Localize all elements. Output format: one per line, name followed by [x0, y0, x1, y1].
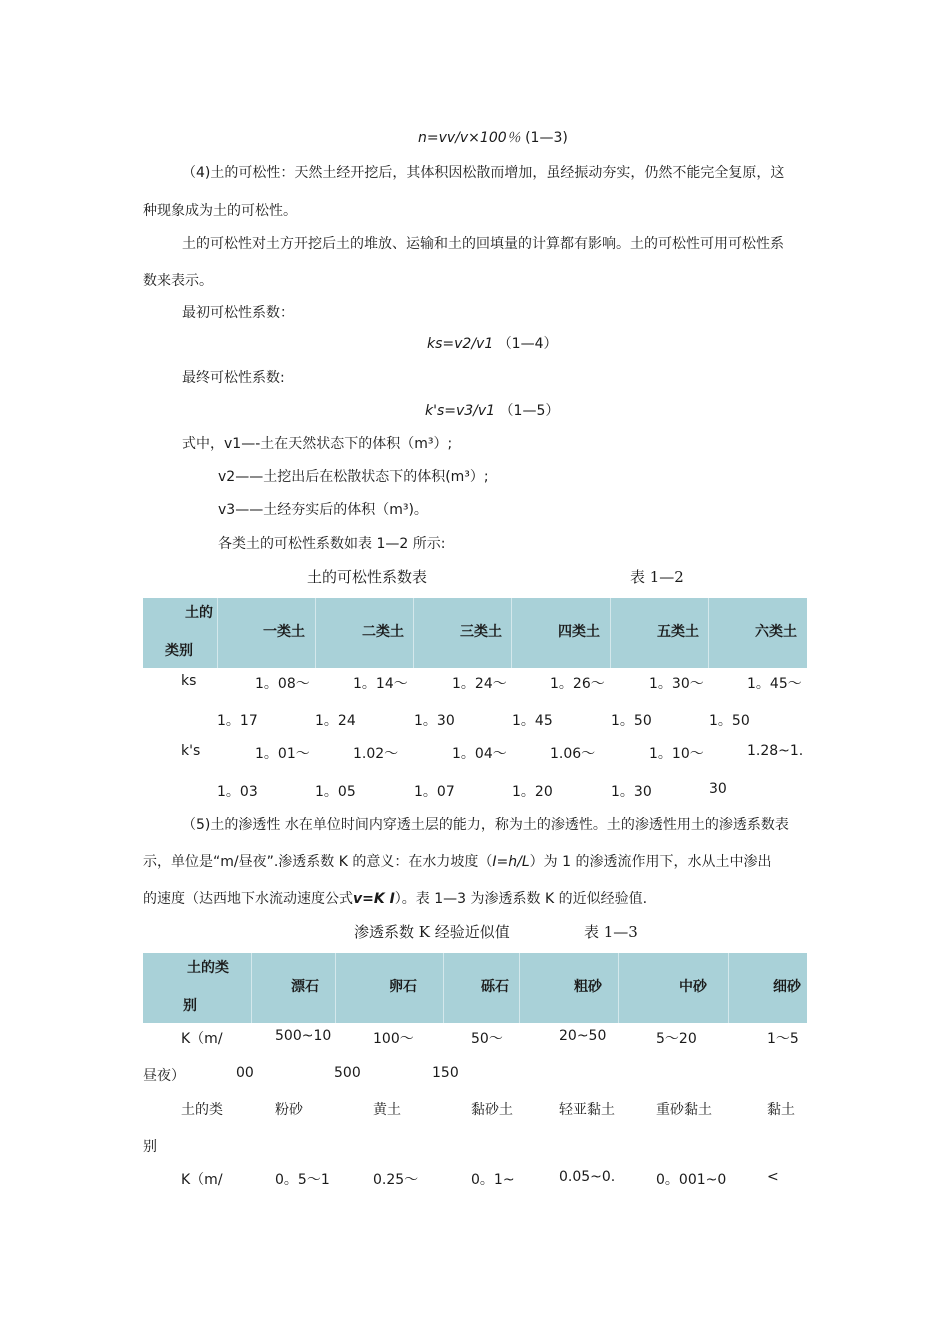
table-2-header-label-1: 土的类	[187, 960, 229, 976]
table-2-k2-value-1: 0。5～1	[275, 1172, 330, 1188]
table-1-kps-top-4: 1.06～	[550, 746, 596, 762]
darcy-formula: v=K I	[353, 891, 395, 907]
table-1-kps-top-5: 1。10～	[649, 746, 704, 762]
formula-1-4-number: （1—4）	[497, 336, 558, 352]
table-2-title: 渗透系数 K 经验近似值	[354, 923, 510, 941]
definition-v3: v3——土经夯实后的体积（m³)。	[218, 502, 428, 518]
formula-1-5-expr: k's=v3/v1	[425, 403, 496, 419]
table-1-col-1: 一类土	[263, 624, 305, 640]
para-5-line-1: （5)土的渗透性 水在单位时间内穿透土层的能力，称为土的渗透性。土的渗透性用土的渗透系数表	[182, 817, 789, 833]
table-1-ks-bottom-6: 1。50	[709, 713, 750, 729]
para-5-line-3	[143, 888, 647, 908]
table-1-ks-bottom-2: 1。24	[315, 713, 356, 729]
formula-1-5	[425, 400, 559, 420]
table-1-col-6: 六类土	[755, 624, 797, 640]
para-effect-line-2: 数来表示。	[143, 273, 213, 289]
final-coefficient-label: 最终可松性系数:	[182, 370, 285, 386]
definition-v1: 式中，v1—-土在天然状态下的体积（m³）;	[182, 436, 453, 452]
table-2-col-6: 细砂	[773, 979, 801, 995]
table-2-col-3: 砾石	[481, 979, 509, 995]
table-1-col-5: 五类土	[657, 624, 699, 640]
table-1-kps-bottom-6: 30	[709, 781, 727, 797]
table-2-row2-col-1: 粉砂	[275, 1102, 303, 1118]
table-2-k2-value-2: 0.25～	[373, 1172, 419, 1188]
table-1-kps-bottom-4: 1。20	[512, 784, 553, 800]
table-1-kps-bottom-1: 1。03	[217, 784, 258, 800]
table-1-col-2: 二类土	[362, 624, 404, 640]
para-5-line-2	[143, 851, 771, 871]
table-1-ks-bottom-1: 1。17	[217, 713, 258, 729]
table-2-col-4: 粗砂	[574, 979, 602, 995]
table-2-k-top-6: 1～5	[767, 1031, 799, 1047]
table-1-ks-top-3: 1。24～	[452, 676, 507, 692]
table-1-header-label-2: 类别	[165, 643, 193, 659]
table-1-ks-bottom-3: 1。30	[414, 713, 455, 729]
formula-1-3-expr: n=vv/v×100％	[418, 130, 521, 146]
table-2-row2-label-2: 别	[143, 1139, 157, 1155]
table-1-col-4: 四类土	[558, 624, 600, 640]
para-5-line-2-start: 示，单位是“m/昼夜”.渗透系数 K 的意义：在水力坡度（	[143, 854, 493, 870]
table-2-col-1: 漂石	[291, 979, 319, 995]
table-1-header-label-1: 土的	[185, 605, 213, 621]
formula-1-3	[418, 127, 568, 147]
para-4-line-1: （4)土的可松性：天然土经开挖后，其体积因松散而增加，虽经振动夯实，仍然不能完全复原，这	[182, 165, 785, 181]
formula-1-3-number: (1—3)	[525, 130, 568, 146]
table-2-row2-col-4: 轻亚黏土	[559, 1102, 615, 1118]
table-2-k-bottom-1: 00	[236, 1065, 254, 1081]
table-1-ks-label: ks	[181, 673, 197, 689]
table-2-row2-col-3: 黏砂土	[471, 1102, 513, 1118]
table-1-kps-top-6: 1.28~1.	[747, 743, 804, 759]
table-1-title: 土的可松性系数表	[307, 568, 428, 586]
table-1-kps-top-2: 1.02～	[353, 746, 399, 762]
table-2-header	[143, 953, 807, 1023]
table-2-k2-value-4: 0.05~0.	[559, 1169, 616, 1185]
table-1-kps-label: k's	[181, 743, 201, 759]
table-1-ks-top-4: 1。26～	[550, 676, 605, 692]
table-2-header-label-2: 别	[183, 998, 197, 1014]
table-2-k2-value-3: 0。1~	[471, 1172, 515, 1188]
table-1-ks-top-6: 1。45～	[747, 676, 802, 692]
table-2-k-top-1: 500~10	[275, 1028, 332, 1044]
table-2-k-label-1: K（m/	[181, 1031, 223, 1047]
table-1-kps-top-3: 1。04～	[452, 746, 507, 762]
table-1-col-3: 三类土	[460, 624, 502, 640]
table-2-col-2: 卵石	[389, 979, 417, 995]
table-1-header	[143, 598, 807, 668]
table-intro: 各类土的可松性系数如表 1—2 所示:	[218, 536, 446, 552]
table-2-row2-col-2: 黄土	[373, 1102, 401, 1118]
table-2-row2-label-1: 土的类	[181, 1102, 223, 1118]
formula-1-5-number: （1—5）	[499, 403, 560, 419]
para-4-line-2: 种现象成为土的可松性。	[143, 203, 297, 219]
table-2-col-5: 中砂	[679, 979, 707, 995]
para-5-line-3-end: ）。表 1—3 为渗透系数 K 的近似经验值.	[394, 891, 648, 907]
para-5-line-3-start: 的速度（达西地下水流动速度公式	[143, 891, 353, 907]
table-1-ks-top-2: 1。14～	[353, 676, 408, 692]
table-1-kps-top-1: 1。01～	[255, 746, 310, 762]
table-2-k-bottom-2: 500	[334, 1065, 361, 1081]
table-2-k-bottom-3: 150	[432, 1065, 459, 1081]
table-1-kps-bottom-3: 1。07	[414, 784, 455, 800]
table-2-k-label-2: 昼夜）	[143, 1068, 185, 1084]
para-5-line-2-end: ）为 1 的渗透流作用下，水从土中渗出	[529, 854, 772, 870]
table-1-number: 表 1—2	[630, 568, 684, 586]
table-1-ks-top-5: 1。30～	[649, 676, 704, 692]
hydraulic-gradient-formula: I=h/L	[492, 854, 530, 870]
table-1-kps-bottom-2: 1。05	[315, 784, 356, 800]
table-2-k-top-5: 5～20	[656, 1031, 697, 1047]
table-2-row2-col-6: 黏土	[767, 1102, 795, 1118]
table-1-ks-bottom-4: 1。45	[512, 713, 553, 729]
table-1-ks-bottom-5: 1。50	[611, 713, 652, 729]
table-2-number: 表 1—3	[584, 923, 638, 941]
table-2-row2-col-5: 重砂黏土	[656, 1102, 712, 1118]
table-2-k2-label: K（m/	[181, 1172, 223, 1188]
table-2-k2-value-6: <	[767, 1169, 779, 1185]
para-effect-line-1: 土的可松性对土方开挖后土的堆放、运输和土的回填量的计算都有影响。土的可松性可用可松性系	[182, 236, 784, 252]
initial-coefficient-label: 最初可松性系数：	[182, 305, 294, 321]
table-1-ks-top-1: 1。08～	[255, 676, 310, 692]
formula-1-4	[427, 333, 558, 353]
definition-v2: v2——土挖出后在松散状态下的体积(m³）;	[218, 469, 489, 485]
table-2-k2-value-5: 0。001~0	[656, 1172, 727, 1188]
table-2-k-top-2: 100～	[373, 1031, 414, 1047]
table-1-kps-bottom-5: 1。30	[611, 784, 652, 800]
table-2-k-top-4: 20~50	[559, 1028, 607, 1044]
formula-1-4-expr: ks=v2/v1	[427, 336, 494, 352]
table-2-k-top-3: 50～	[471, 1031, 503, 1047]
